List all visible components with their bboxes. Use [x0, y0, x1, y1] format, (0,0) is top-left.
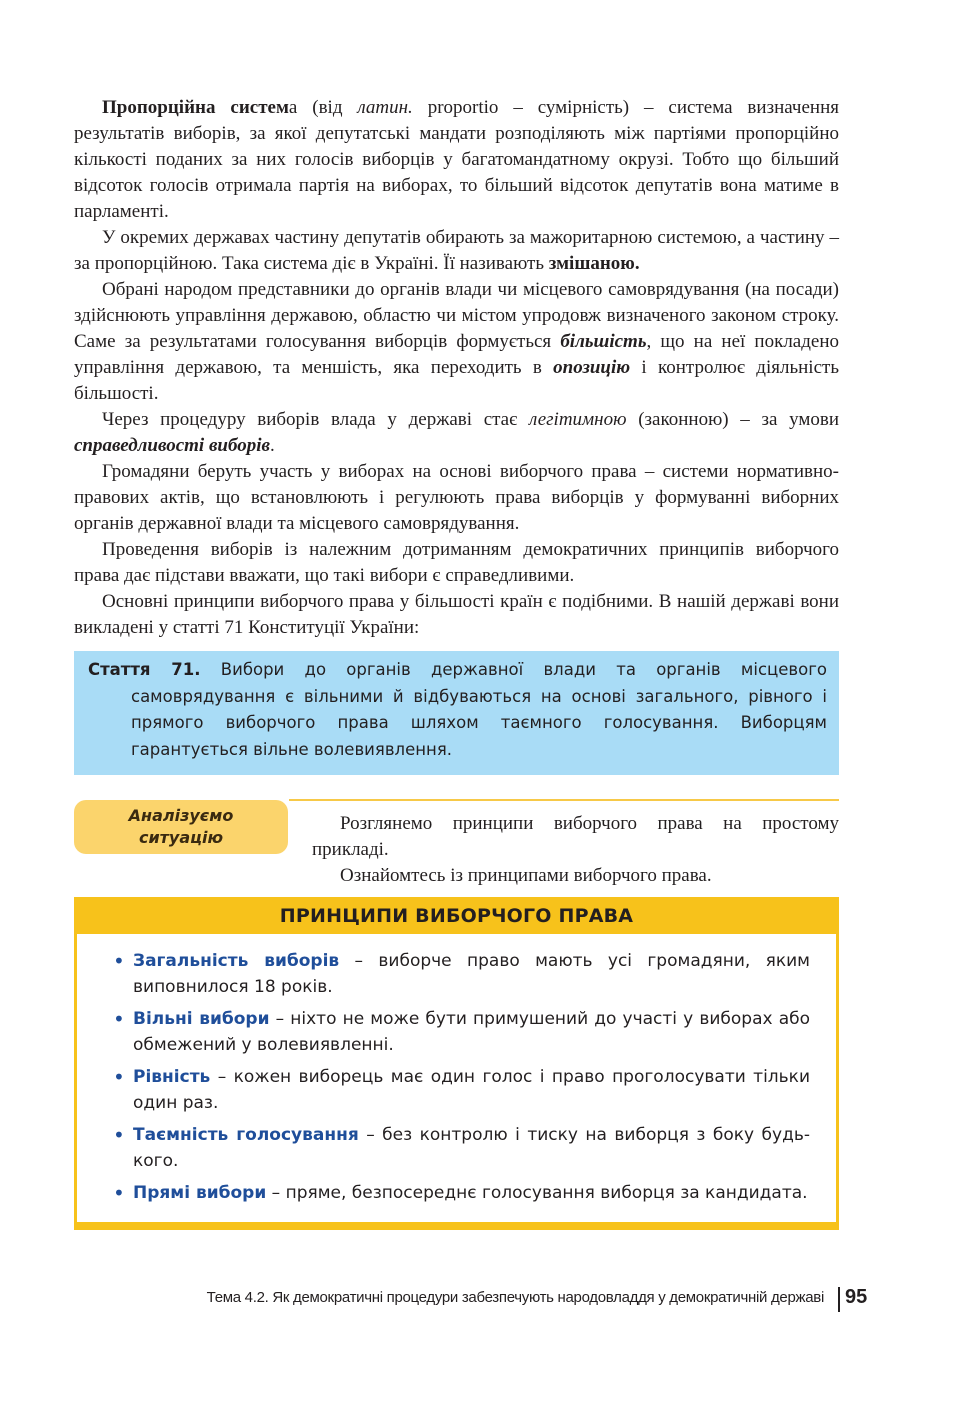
- analysis-badge: Аналізуємо ситуацію: [74, 800, 288, 854]
- page-footer: [0, 1287, 963, 1313]
- list-item: • Вільні вибори – ніхто не може бути примушений до участі у виборах або обмежений у волевиявленні.: [133, 1006, 810, 1058]
- principles-box: [74, 897, 839, 1230]
- footer-divider: [838, 1287, 840, 1312]
- paragraph-fair-elections: Проведення виборів із належним дотриманням демократичних принципів виборчого права дає підстави вважати, що такі вибори є справедливими.: [74, 539, 839, 586]
- paragraph-representatives: Обрані народом представники до органів влади чи місцевого самоврядування (на посади) здійснюють управління державою, областю чи містом упродовж визначеного законом строку. Саме за результатами голосування виборців формується більшість, що на неї покладено управління державою, та меншість, яка переходить в опозицію і контролює діяльність більшості.: [74, 279, 839, 404]
- principles-title: ПРИНЦИПИ ВИБОРЧОГО ПРАВА: [77, 897, 836, 934]
- paragraph-principles-intro: Основні принципи виборчого права у більшості країн є подібними. В нашій державі вони викладені у статті 71 Конституції України:: [74, 591, 839, 638]
- paragraph-electoral-law: Громадяни беруть участь у виборах на основі виборчого права – системи нормативно-правових актів, що встановлюють і регулюють права виборців у формуванні виборних органів державної влади та місцевого самоврядування.: [74, 461, 839, 534]
- constitution-article-box: [74, 651, 839, 775]
- paragraph-legitimacy: Через процедуру виборів влада у державі стає легітимною (законною) – за умови справедливості виборів.: [74, 409, 839, 456]
- page-number: 95: [845, 1286, 868, 1308]
- term-legitimate: легітимною: [528, 409, 627, 430]
- list-item: • Загальність виборів – виборче право мають усі громадяни, яким виповнилося 18 років.: [133, 948, 810, 1000]
- paragraph-mixed-system: У окремих державах частину депутатів обирають за мажоритарною системою, а частину – за пропорційною. Така система діє в Україні. Її називають змішаною.: [74, 227, 839, 274]
- analysis-divider: [289, 799, 839, 801]
- article-text: Стаття 71. Вибори до органів державної влади та органів місцевого самоврядування є вільними й відбуваються на основі загального, рівного і прямого виборчого права шляхом таємного голосування. Виборцям гарантується вільне волевиявлення.: [88, 660, 827, 759]
- article-label: Стаття 71.: [88, 660, 201, 679]
- principles-list: [77, 934, 836, 1222]
- page-body: [74, 95, 839, 1230]
- term-opposition: опозицію: [553, 357, 631, 378]
- term-majority: більшість: [560, 331, 647, 352]
- paragraph-proportional-system: Пропорційна система (від латин. proportio – сумірність) – система визначення результатів виборів, за якої депутатські мандати розподіляють між партіями пропорційно кількості поданих за них голосів виборців у багатомандатному окрузі. Тобто що більший відсоток голосів отримала партія на виборах, то більший відсоток депутатів вона матиме в парламенті.: [74, 97, 839, 222]
- list-item: • Прямі вибори – пряме, безпосереднє голосування виборця за кандидата.: [133, 1180, 810, 1206]
- term-mixed: змішаною.: [548, 253, 640, 274]
- analysis-section: [74, 799, 839, 889]
- footer-topic: Тема 4.2. Як демократичні процедури забезпечують народовладдя у демократичній державі: [206, 1289, 824, 1306]
- list-item: • Рівність – кожен виборець має один голос і право проголосувати тільки один раз.: [133, 1064, 810, 1116]
- term-proportional-system: Пропорційна систем: [102, 97, 289, 118]
- term-fair-elections: справедливості виборів: [74, 435, 270, 456]
- analysis-text: Розглянемо принципи виборчого права на простому прикладі. Ознайомтесь із принципами виборчого права.: [312, 813, 839, 886]
- list-item: • Таємність голосування – без контролю і тиску на виборця з боку будь-кого.: [133, 1122, 810, 1174]
